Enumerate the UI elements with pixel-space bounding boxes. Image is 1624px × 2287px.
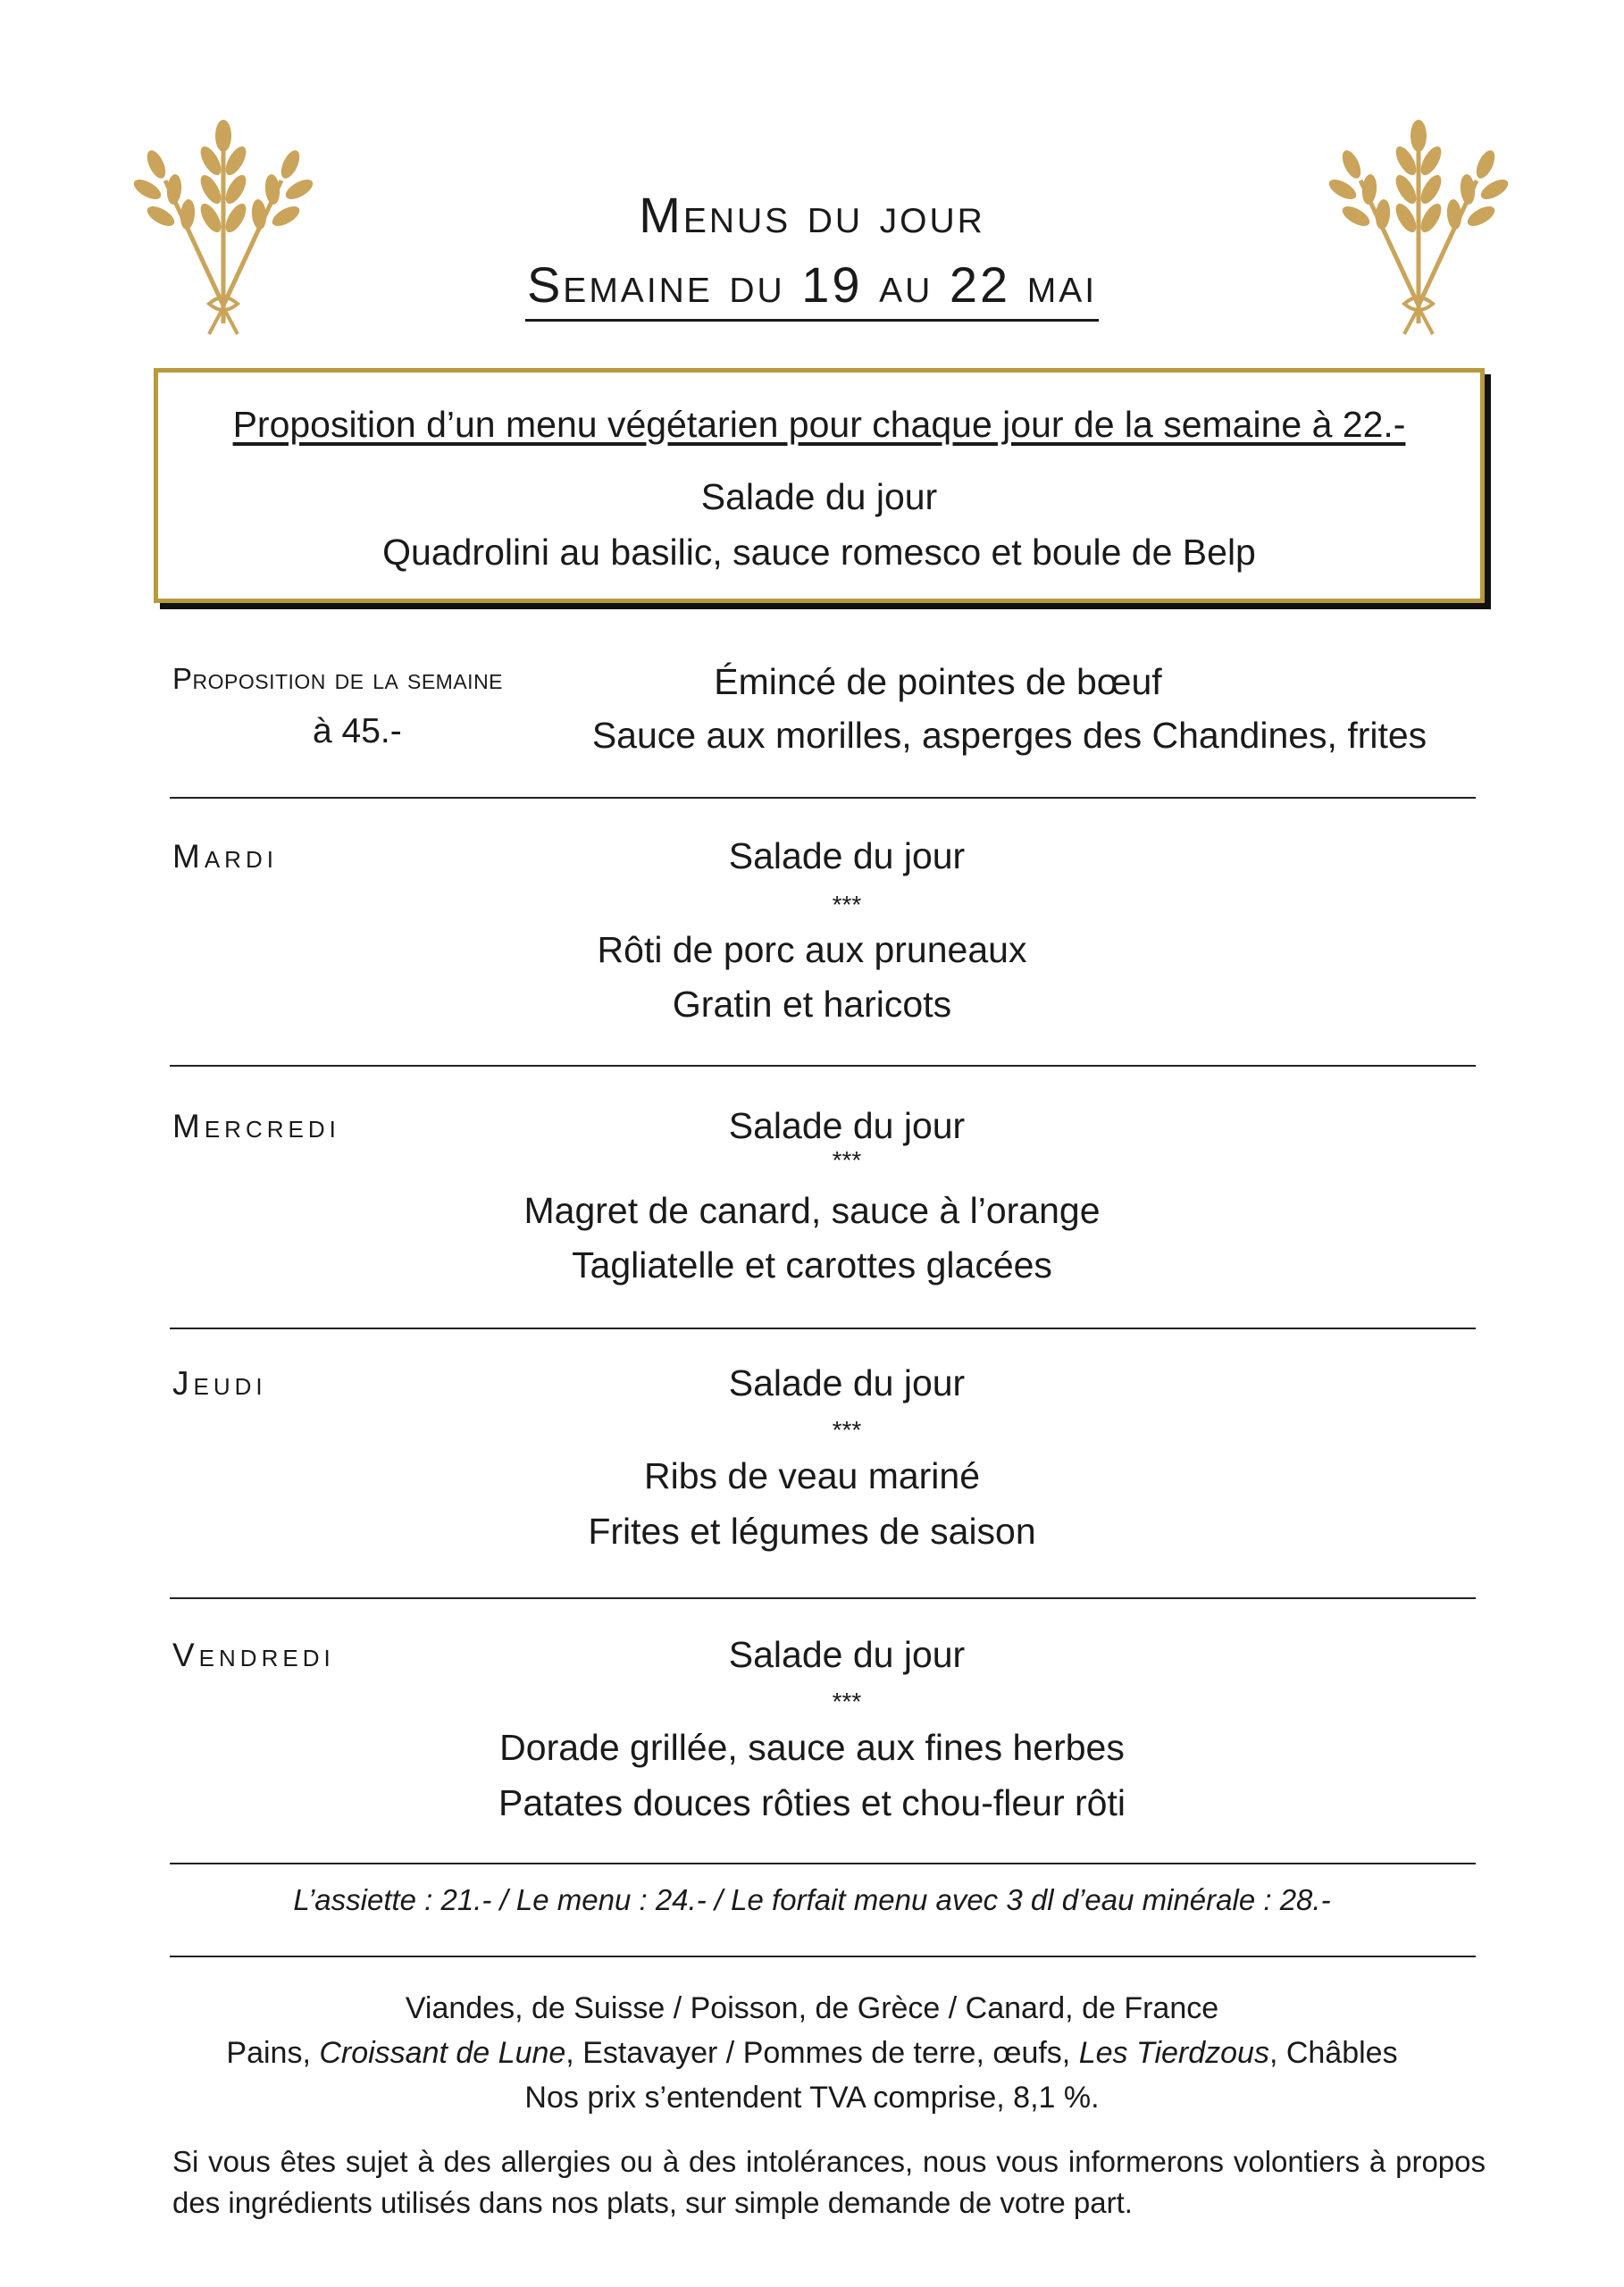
origin-line [0, 2031, 1624, 2075]
page-title [0, 183, 1624, 322]
vegetarian-menu-box [154, 368, 1485, 603]
day-section-jeudi [0, 1358, 1624, 1581]
day-name: Mercredi [172, 1108, 340, 1144]
bakery-name: Croissant de Lune [319, 2036, 566, 2070]
divider [170, 1956, 1476, 1957]
day-side-dish: Tagliatelle et carottes glacées [572, 1244, 1052, 1286]
day-main-dish: Ribs de veau mariné [643, 1455, 981, 1496]
divider [170, 1597, 1476, 1599]
divider [170, 1328, 1476, 1329]
weekly-price: à 45.- [313, 712, 402, 750]
day-main-dish: Rôti de porc aux pruneaux [597, 929, 1027, 970]
vegetarian-line: Quadrolini au basilic, sauce romesco et boule de Belp [382, 532, 1256, 573]
weekly-label: Proposition de la semaine [172, 662, 504, 695]
day-salad: Salade du jour [728, 835, 966, 876]
day-section-vendredi [0, 1629, 1624, 1853]
vat-note: Nos prix s’entendent TVA comprise, 8,1 %. [524, 2081, 1100, 2115]
day-salad: Salade du jour [728, 1362, 966, 1403]
title-main: Menus du jour [639, 187, 985, 243]
day-salad: Salade du jour [728, 1634, 966, 1675]
weekly-side: Sauce aux morilles, asperges des Chandines, frites [591, 715, 1427, 756]
divider [170, 797, 1476, 799]
day-main-dish: Magret de canard, sauce à l’orange [523, 1190, 1101, 1231]
course-separator: *** [832, 891, 862, 918]
origin-text: Pains, [226, 2036, 320, 2070]
weekly-proposition [0, 657, 1624, 764]
vegetarian-title: Proposition d’un menu végétarien pour chaque jour de la semaine à 22.- [232, 404, 1406, 445]
day-section-mardi [0, 831, 1624, 1054]
price-list: L’assiette : 21.- / Le menu : 24.- / Le forfait menu avec 3 dl d’eau minérale : 28.- [293, 1883, 1331, 1916]
day-name: Mardi [172, 838, 278, 875]
vegetarian-line: Salade du jour [700, 476, 938, 517]
divider [170, 1863, 1476, 1864]
course-separator: *** [832, 1688, 862, 1715]
title-week: Semaine du 19 au 22 mai [525, 253, 1099, 322]
day-side-dish: Patates douces rôties et chou-fleur rôti [498, 1782, 1126, 1823]
origin-line: Viandes, de Suisse / Poisson, de Grèce / Canard, de France [405, 1991, 1219, 2025]
origin-text: , Châbles [1268, 2036, 1398, 2070]
day-section-mercredi [0, 1101, 1624, 1324]
day-side-dish: Frites et légumes de saison [588, 1511, 1036, 1552]
day-side-dish: Gratin et haricots [672, 984, 952, 1025]
day-name: Vendredi [172, 1637, 335, 1673]
allergy-note: Si vous êtes sujet à des allergies ou à des intolérances, nous vous informerons volontiers à propos des ingrédients utilisés dans nos plats, sur simple demande de votre part. [172, 2145, 1486, 2219]
day-main-dish: Dorade grillée, sauce aux fines herbes [499, 1727, 1125, 1768]
day-salad: Salade du jour [728, 1105, 966, 1146]
weekly-dish: Émincé de pointes de bœuf [714, 661, 1162, 702]
day-name: Jeudi [172, 1365, 267, 1402]
farm-name: Les Tierdzous [1078, 2036, 1269, 2070]
divider [170, 1065, 1476, 1067]
origin-text: , Estavayer / Pommes de terre, œufs, [565, 2036, 1079, 2070]
course-separator: *** [832, 1416, 862, 1444]
course-separator: *** [832, 1146, 862, 1174]
